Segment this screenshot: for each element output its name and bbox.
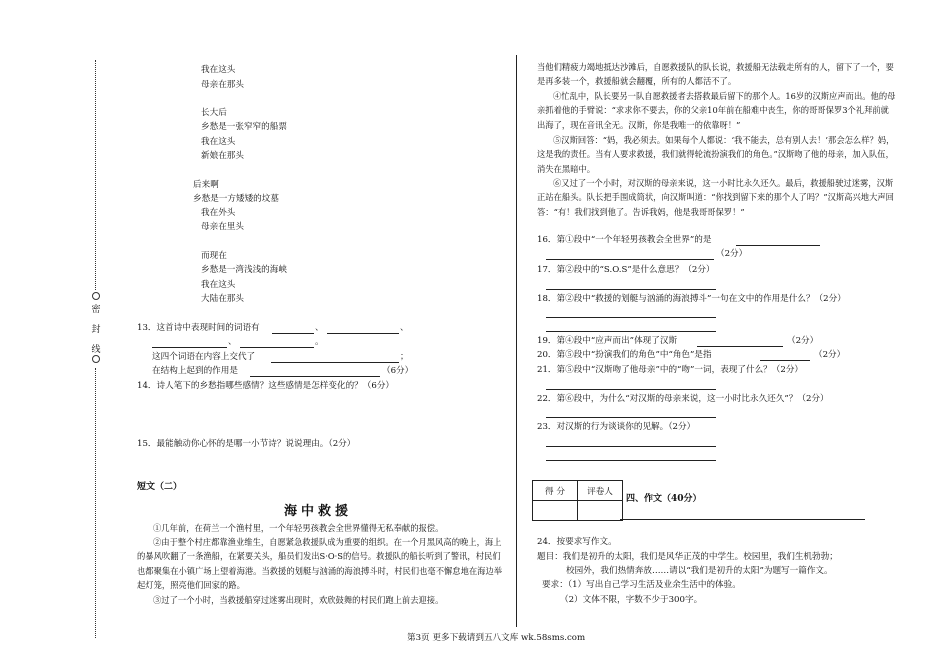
q23-answer-line[interactable]: [546, 460, 716, 461]
poem-line: 我在外头: [201, 208, 236, 218]
poem-line: 乡愁是一湾浅浅的海峡: [201, 265, 287, 275]
q13-blank-4[interactable]: [240, 347, 314, 348]
article-title: 海中救援: [284, 504, 353, 519]
grader-header: 评卷人: [578, 481, 623, 501]
q16-blank-2[interactable]: [546, 259, 714, 260]
q21-prompt: 21．第⑤段中“汉斯吻了他母亲”中的“吻”一词，表现了什么？（2分）: [537, 365, 804, 375]
seal-circle-bottom: [89, 355, 103, 366]
q13-content-prompt: 这四个词语在内容上交代了: [152, 352, 256, 362]
poem-line: 母亲在里头: [201, 222, 244, 232]
q20-prompt: 20．第⑤段中“扮演我们的角色”中“角色”是指: [537, 350, 712, 360]
q18-prompt: 18．第②段中“救援的划艇与汹涌的海浪搏斗”一句在文中的作用是什么？（2分）: [537, 294, 846, 304]
q19-score: （2分）: [787, 336, 819, 346]
score-cell[interactable]: [533, 501, 578, 521]
q13-score: （6分）: [382, 366, 414, 376]
q13-content-end: ；: [400, 352, 409, 362]
q21-answer-line[interactable]: [546, 389, 716, 390]
poem-line: 母亲在那头: [201, 80, 244, 90]
q13-prompt: 13．这首诗中表现时间的词语有: [137, 323, 260, 333]
column-divider: [516, 55, 517, 627]
poem-line: 我在这头: [201, 65, 236, 75]
q16-score: （2分）: [716, 249, 748, 259]
seal-dotted-line-bottom: [95, 368, 96, 638]
q17-answer-line[interactable]: [546, 289, 716, 290]
q22-answer-line[interactable]: [546, 417, 716, 418]
q20-blank[interactable]: [760, 360, 810, 361]
article-paragraph: 当他们精疲力竭地抵达沙滩后，自愿救援队的队长说，救援船无法载走所有的人，留下了一个，要是再多装一个，救援船就会翻覆，所有的人都活不了。: [537, 62, 894, 87]
score-table: [532, 480, 623, 521]
q24-topic: 校园外，我们热情奔放……请以“我们是初升的太阳”为题写一篇作文。: [566, 566, 833, 576]
poem-line: 而现在: [201, 251, 227, 261]
article-paragraph: ③过了一个小时，当救援船穿过迷雾出现时，欢欣鼓舞的村民们跑上前去迎接。: [153, 595, 444, 605]
article-paragraph: ④忙乱中，队长要另一队自愿救援者去搭救最后留下的那个人。16岁的汉斯应声而出。他的母亲抓着他的手臂说：“求求你不要去，你的父亲10年前在船难中丧生，你的哥哥保罗3个礼拜前就出海了，现在音讯全无。汉斯，你是我唯一的依靠呀！”: [537, 91, 896, 130]
article-paragraph: ⑥又过了一个小时，对汉斯的母亲来说，这一小时比永久还久。最后，救援船驶过迷雾，汉斯正站在船头。队长把手围成筒状，向汉斯叫道：“你找到留下来的那个人了吗？”汉斯高兴地大声回答：“有！我们找到他了。告诉我妈，他是我哥哥保罗！”: [537, 178, 894, 217]
q13-blank-structure[interactable]: [250, 376, 380, 377]
poem-line: 长大后: [201, 108, 227, 118]
poem-line: 乡愁是一张窄窄的船票: [201, 122, 287, 132]
seal-char-xian: 线: [91, 345, 101, 355]
q15-prompt: 15．最能触动你心怀的是哪一小节诗？说说理由。（2分）: [137, 439, 356, 449]
grader-cell[interactable]: [578, 501, 623, 521]
q17-prompt: 17．第②段中的“S.O.S”是什么意思？（2分）: [537, 265, 715, 275]
q24-requirement: 要求：（1）写出自己学习生活及业余生活中的体验。: [542, 580, 741, 590]
q18-answer-line[interactable]: [546, 331, 716, 332]
q19-blank[interactable]: [697, 346, 783, 347]
q16-blank[interactable]: [736, 245, 820, 246]
q16-prompt: 16．第①段中“一个年轻男孩教会全世界”的是: [537, 235, 712, 245]
poem-line: 大陆在那头: [201, 294, 244, 304]
article-paragraph: ②由于整个村庄都靠渔业维生，自愿紧急救援队成为重要的组织。在一个月黑风高的晚上，海上的暴风吹翻了一条渔船，在紧要关头，船员们发出S·O·S的信号。救援队的船长听到了警讯，村民们也都聚集在小镇广场上望着海港。当救援的划艇与汹涌的海浪搏斗时，村民们也毫不懈怠地在海边举起灯笼，照亮他们回家的路。: [137, 537, 503, 590]
q24-requirement: （2）文体不限，字数不少于300字。: [560, 595, 703, 605]
q20-score: （2分）: [814, 350, 846, 360]
q13-blank-content[interactable]: [271, 362, 399, 363]
poem-line: 新娘在那头: [201, 151, 244, 161]
q13-sep: 、: [315, 323, 324, 333]
q22-prompt: 22．第⑥段中，为什么“对汉斯的母亲来说，这一小时比永久还久”？（2分）: [537, 394, 829, 404]
article-paragraph: ⑤汉斯回答：“妈，我必须去。如果每个人都说：‘我不能去，总有别人去！’那会怎么样？妈，这是我的责任。当有人要求救援，我们就得轮流扮演我们的角色。”汉斯吻了他的母亲，加入队伍，消失在黑暗中。: [537, 135, 895, 174]
seal-dotted-line-top: [95, 60, 96, 290]
poem-line: 乡愁是一方矮矮的坟墓: [193, 194, 279, 204]
section-label: 短文（二）: [137, 482, 183, 492]
poem-line: 我在这头: [201, 280, 236, 290]
score-header: 得 分: [533, 481, 578, 501]
article-paragraph: ①几年前，在荷兰一个渔村里，一个年轻男孩教会全世界懂得无私奉献的报偿。: [153, 523, 444, 533]
q18-answer-line[interactable]: [546, 317, 716, 318]
seal-char-mi: 密: [91, 305, 101, 315]
q23-prompt: 23．对汉斯的行为谈谈你的见解。（2分）: [537, 422, 696, 432]
q24-topic: 题目：我们是初升的太阳，我们是风华正茂的中学生。校园里，我们生机勃勃；: [537, 552, 838, 562]
page-footer: 第3页 更多下载请到五八文库 wk.58sms.com: [407, 633, 586, 643]
q13-blank-1[interactable]: [272, 333, 314, 334]
poem-line: 我在这头: [201, 137, 236, 147]
q13-structure-prompt: 在结构上起到的作用是: [152, 366, 238, 376]
q13-blank-3[interactable]: [152, 347, 227, 348]
q14-prompt: 14．诗人笔下的乡愁指哪些感情？这些感情是怎样变化的？（6分）: [137, 381, 395, 391]
q13-sep: 、: [400, 323, 409, 333]
section4-divider: [620, 519, 865, 520]
poem-line: 后来啊: [193, 180, 219, 190]
q13-sep: 、: [228, 337, 237, 347]
q24-prompt: 24．按要求写作文。: [537, 537, 617, 547]
q23-answer-line[interactable]: [546, 446, 716, 447]
q13-end: 。: [315, 337, 324, 347]
q19-prompt: 19．第④段中“应声而出”体现了汉斯: [537, 336, 678, 346]
section4-title: 四、作文（40分）: [626, 494, 702, 504]
seal-char-feng: 封: [91, 325, 101, 335]
q13-blank-2[interactable]: [327, 333, 399, 334]
